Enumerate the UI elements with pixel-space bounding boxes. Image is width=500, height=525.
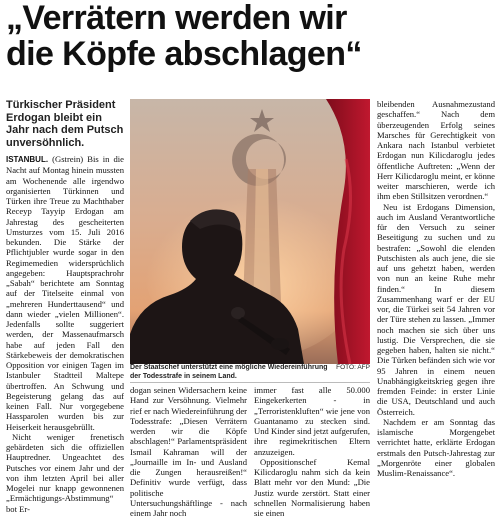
headline-line-1: „Verrätern werden wir xyxy=(6,0,347,37)
photo-illustration xyxy=(130,99,370,364)
headline xyxy=(6,0,496,72)
photo-caption xyxy=(130,364,370,381)
paragraph: bleibenden Ausnahmezustand geschaffen.“ Nach dem überzeugenden Erfolg seines Marsches für Gerechtigkeit von Ankara nach Istanbul verbietet Erdogan nun Kilicdaroglu jedes öffentliche Auftreten: „Wenn der Herr Kilicdaroglu meint, er könne weiter marschieren, werde ich ihm eben Stillsitzen verordnen.“ xyxy=(377,99,495,202)
paragraph: Nicht weniger frenetisch gebärdeten sich die offiziellen Hauptredner. Ungeachtet des Putsches vor einem Jahr und der von ihm letzten April bei aller Mogelei nur knapp gewonnenen „Ermächtigungs-Abstimmung“ bot Er- xyxy=(6,431,124,514)
article-column-3 xyxy=(254,385,370,525)
paragraph-text: (Gstrein) Bis in die Nacht auf Montag hinein mussten am Wochenende alle irgendwo organisierten Türkinnen und Türken ihre Treue zu Machthaber Receyp Tayyip Erdogan am Jahrestag des gescheiterten Umsturzes vom 15. Juli 2016 bekunden. Die Stärke der Pflichtjubler wurde sogar in den Regimemedien widersprüchlich angegeben: Hauptsprachrohr „Sabah“ berichtete am Sonntag auf der Titelseite einmal von „mehreren Hunderttausend“ und dann wieder „vielen Millionen“. Jedenfalls sollte suggeriert werden, der Massenaufmarsch habe auf jeden Fall den Stärkebeweis der demokratischen Opposition vor einigen Tagen im Istanbuler Stadtteil Maltepe übertroffen. An Schwung und Begeisterung gelang das auf keinen Fall. Nur vorgegebene Hassparolen wurden bis zur Heiserkeit herausgebrüllt. xyxy=(6,154,124,432)
paragraph: Nachdem er am Sonntag das islamische Morgengebet verrichtet hatte, erklärte Erdogan erstmals den Putsch-Jahrestag zur „Morgenröte einer globalen Muslim-Renaissance“. xyxy=(377,416,495,478)
caption-text: Der Staatschef unterstützt eine mögliche Wiedereinführung der Todesstrafe in seinem Land. xyxy=(130,364,328,380)
article-photo xyxy=(130,99,370,364)
paragraph: Neu ist Erdogans Dimension, auch im Ausland Verantwortliche für den Versuch zu seiner Beseitigung zu suchen und zu bestrafen: „Sowohl die elenden Putschisten als auch jene, die sie auf uns gehetzt haben, werden von nun an keine Ruhe mehr finden.“ In diesem Zusammenhang warf er der EU vor, die Türkei seit 54 Jahren vor der Türe stehen zu lassen. „Immer noch machen sie sich über uns lustig. Die Versprechen, die sie gegeben haben, halten sie nicht.“ Die Türken befänden sich wie vor 95 Jahren in einem neuen Unabhängigkeitskrieg gegen ihre fremden Feinde: in erster Linie die USA, Deutschland und auch Österreich. xyxy=(377,201,495,417)
paragraph: dogan seinen Widersachern keine Hand zur Versöhnung. Vielmehr rief er nach Wiedereinführung der Todesstrafe: „Diesen Verrätern werden wir die Köpfe abschlagen!“ Parlamentspräsident Ismail Kahraman will der „Journaille im In- und Ausland die Zungen herausreißen!“ Definitiv wurde verfügt, dass politische Untersuchungshäftlinge - nach einem Jahr noch xyxy=(130,385,247,518)
subhead: Türkischer Präsident Erdogan bleibt ein Jahr nach dem Putsch unversöhnlich. xyxy=(6,99,124,149)
article-column-1 xyxy=(6,154,124,524)
photo-credit: FOTO: AFP xyxy=(336,364,370,371)
headline-line-2: die Köpfe abschlagen“ xyxy=(6,35,362,73)
article-column-2 xyxy=(130,385,247,525)
dateline: ISTANBUL. xyxy=(6,155,49,164)
paragraph: immer fast alle 50.000 Eingekerkerten - in „Terroristenkluften“ wie jene von Guantanamo zu stecken sind. Und Kinder sind jetzt aufgerufen, ihre regimekritischen Eltern anzuzeigen. xyxy=(254,385,370,457)
caption-divider xyxy=(130,382,370,383)
article-column-4 xyxy=(377,99,495,525)
paragraph: Oppositionschef Kemal Kilicdaroglu nahm sich da kein Blatt mehr vor den Mund: „Die Justiz wurde zerstört. Statt einer schnellen Normalisierung haben sie einen xyxy=(254,456,370,518)
paragraph xyxy=(6,154,124,432)
